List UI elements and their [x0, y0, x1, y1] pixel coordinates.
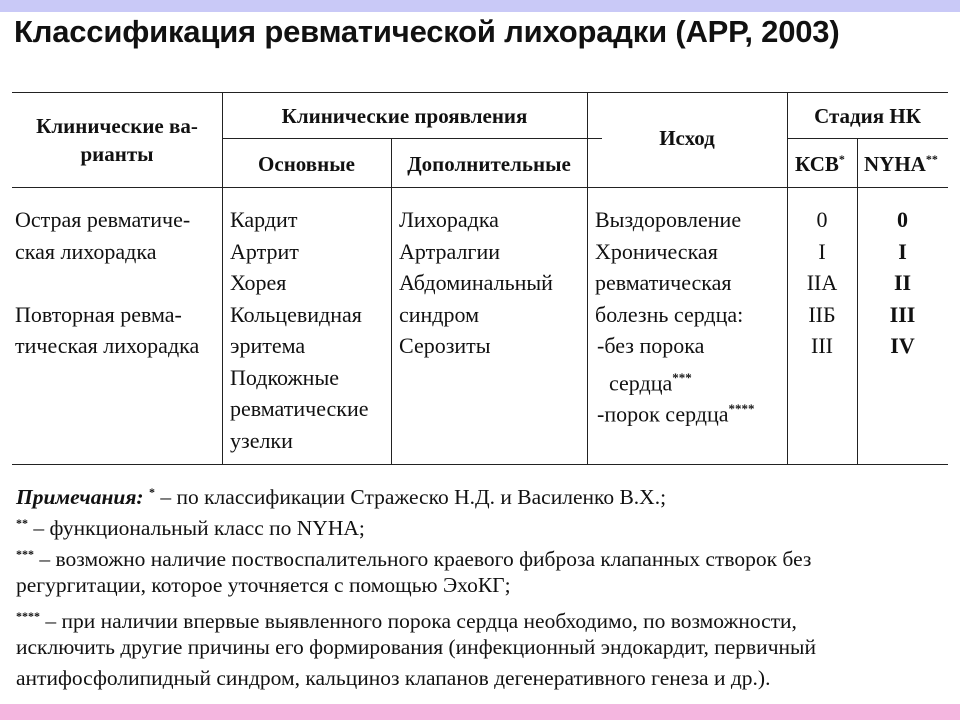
outcome-no-defect-word: сердца — [609, 369, 673, 395]
main-item: ревматические — [230, 396, 369, 421]
ksv-stage: IIA — [806, 270, 838, 295]
header-outcome: Исход — [659, 126, 715, 150]
header-clinical-variants-line2: рианты — [80, 142, 154, 166]
additional-manifestations-cell — [399, 204, 553, 362]
footnote-4-cont: исключить другие причины его формирования (инфекционный эндокардит, первичный — [16, 635, 816, 659]
ksv-stage: 0 — [816, 207, 828, 232]
variant-line: Повторная ревма- — [15, 301, 182, 327]
table-top-border — [12, 92, 948, 93]
outcome-line: Хроническая — [595, 238, 718, 264]
footnote-text: – по классификации Стражеско Н.Д. и Василенко В.Х.; — [154, 485, 667, 510]
ksv-cell — [787, 204, 857, 362]
table-bottom-border — [12, 464, 948, 465]
header-clinical-variants-line1: Клинические ва- — [36, 114, 198, 138]
notes-label: Примечания: — [16, 485, 144, 510]
header-main: Основные — [258, 152, 355, 176]
footnote-1 — [16, 477, 946, 508]
outcome-line: Выздоровление — [595, 207, 742, 232]
outcome-defect-text: -порок сердца — [597, 401, 729, 427]
ksv-stage: IIБ — [808, 301, 836, 327]
footnotes — [16, 477, 946, 694]
footnote-4-cont2: антифосфолипидный синдром, кальциноз клапанов дегенеративного генеза и др.). — [16, 666, 771, 690]
main-item: Кольцевидная — [230, 301, 362, 327]
classification-table — [12, 92, 948, 465]
footnote-mark: * — [148, 485, 155, 499]
outcome-no-defect-cont — [595, 362, 755, 394]
nyha-class: III — [889, 301, 916, 327]
footnote-text: – при наличии впервые выявленного порока сердца необходимо, по возможности, — [40, 609, 797, 634]
header-clinical-manifestations: Клинические проявления — [281, 104, 528, 128]
main-item: Кардит — [230, 207, 298, 232]
header-nyha — [864, 152, 938, 177]
footnote-mark: **** — [16, 609, 40, 623]
header-ksv-label: КСВ — [795, 152, 839, 176]
header-clinical-variants — [12, 112, 222, 168]
footnote-mark: ** — [16, 516, 28, 530]
nyha-class: IV — [890, 333, 915, 358]
footnote-2 — [16, 508, 946, 539]
nyha-cell — [857, 204, 948, 362]
footnote-4 — [16, 601, 946, 632]
col-divider-2 — [391, 138, 392, 465]
outcome-cell — [595, 204, 755, 425]
main-manifestations-cell — [230, 204, 369, 456]
header-nyha-label: NYHA — [864, 152, 926, 176]
header-nyha-footnote-mark: ** — [925, 152, 938, 166]
top-decor-band — [0, 0, 960, 12]
variants-cell — [15, 204, 199, 362]
page-title: Классификация ревматической лихорадки (АРР, 2003) — [14, 14, 840, 49]
header-ksv-footnote-mark: * — [838, 152, 845, 166]
additional-item: синдром — [399, 301, 480, 327]
header-subrow-border-nk — [787, 138, 948, 139]
bottom-decor-band — [0, 704, 960, 720]
footnote-text: – возможно наличие поствоспалительного краевого фиброза клапанных створок без — [34, 547, 812, 572]
footnote-text: – функциональный класс по NYHA; — [28, 516, 365, 541]
additional-item: Лихорадка — [399, 207, 499, 232]
header-bottom-border — [12, 187, 948, 188]
footnote-3-cont: регургитации, которое уточняется с помощью ЭхоКГ; — [16, 573, 511, 597]
additional-item: Серозиты — [399, 333, 491, 358]
nyha-class: 0 — [897, 207, 908, 232]
main-item: эритема — [230, 333, 306, 358]
nyha-class: I — [898, 238, 907, 264]
additional-item: Абдоминальный — [399, 270, 553, 295]
header-nk-stage: Стадия НК — [814, 104, 921, 128]
outcome-no-defect: -без порока — [597, 333, 705, 358]
nyha-class: II — [893, 270, 912, 295]
footnote-mark: *** — [16, 547, 34, 561]
outcome-line: болезнь сердца: — [595, 301, 744, 327]
variant-line: ская лихорадка — [15, 238, 157, 264]
header-additional: Дополнительные — [407, 152, 571, 176]
variant-line: тическая лихорадка — [15, 333, 200, 358]
footnote-mark-3: *** — [672, 369, 692, 385]
footnote-3 — [16, 539, 946, 570]
outcome-defect — [595, 393, 755, 425]
main-item: Подкожные — [230, 364, 339, 390]
additional-item: Артралгии — [399, 238, 500, 264]
ksv-stage: I — [818, 238, 826, 264]
main-item: Хорея — [230, 270, 287, 295]
variant-line — [15, 267, 199, 299]
ksv-stage: III — [811, 333, 833, 358]
header-ksv — [795, 152, 845, 177]
footnote-mark-4: **** — [728, 401, 755, 416]
outcome-line: ревматическая — [595, 270, 732, 295]
main-item: Артрит — [230, 238, 299, 264]
main-item: узелки — [230, 427, 293, 453]
variant-line: Острая ревматиче- — [15, 207, 191, 232]
header-subrow-border — [222, 138, 602, 139]
col-divider-1 — [222, 92, 223, 465]
